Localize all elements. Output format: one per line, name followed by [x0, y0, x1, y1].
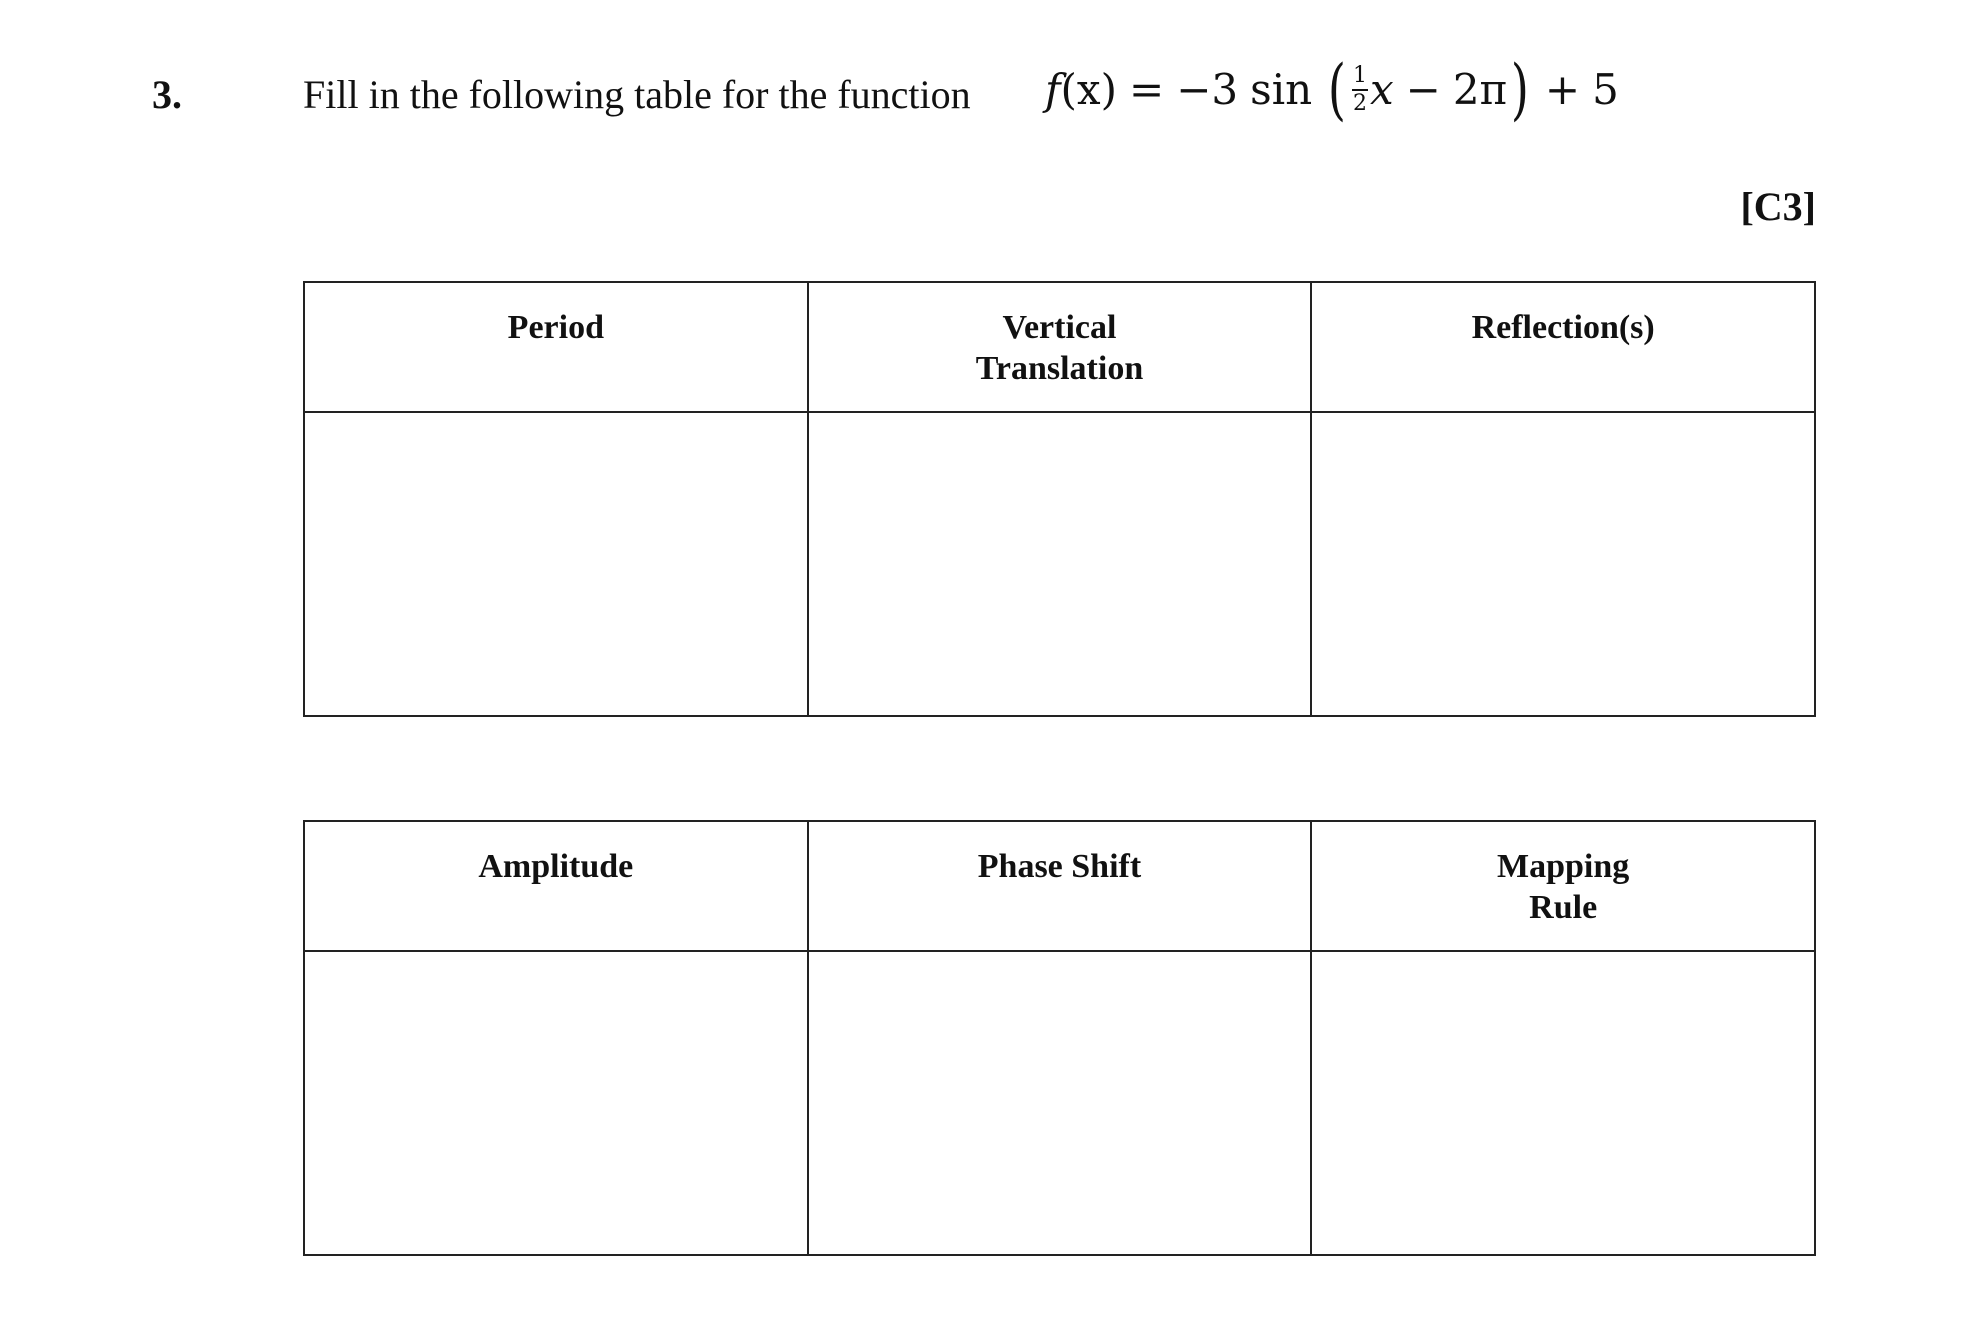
question-prompt: Fill in the following table for the function [303, 72, 971, 117]
answer-cell-reflections[interactable] [1311, 412, 1815, 716]
table-header-row [304, 282, 1815, 412]
header-cell-mapping-rule: Mapping Rule [1311, 821, 1815, 951]
formula-sin: sin [1250, 65, 1313, 114]
answer-table-1 [303, 281, 1816, 717]
header-cell-period: Period [304, 282, 808, 412]
marks-label: [C3] [1740, 184, 1816, 229]
formula-minus: − [1405, 65, 1441, 114]
formula-coefficient: −3 [1176, 65, 1239, 114]
formula-function-name: f [1045, 65, 1061, 114]
fraction-denominator: 2 [1352, 91, 1367, 116]
answer-cell-period[interactable] [304, 412, 808, 716]
answer-cell-amplitude[interactable] [304, 951, 808, 1255]
question-number: 3. [152, 72, 182, 117]
header-cell-amplitude: Amplitude [304, 821, 808, 951]
header-cell-reflections: Reflection(s) [1311, 282, 1815, 412]
table-answer-row [304, 951, 1815, 1255]
answer-cell-phase-shift[interactable] [808, 951, 1312, 1255]
table-answer-row [304, 412, 1815, 716]
fraction-numerator: 1 [1352, 63, 1367, 88]
formula-right-paren: ) [1511, 51, 1530, 128]
formula-fraction [1352, 64, 1368, 116]
header-cell-phase-shift: Phase Shift [808, 821, 1312, 951]
formula-argument: (x) [1060, 65, 1118, 114]
formula-left-paren: ( [1328, 51, 1347, 128]
header-cell-vertical-translation: Vertical Translation [808, 282, 1312, 412]
formula-inner-variable: x [1369, 65, 1394, 114]
table-header-row [304, 821, 1815, 951]
formula-shift: 2π [1452, 65, 1508, 114]
formula-equals: = [1129, 65, 1165, 114]
answer-table-2 [303, 820, 1816, 1256]
formula-plus: + [1544, 65, 1581, 114]
answer-cell-vertical-translation[interactable] [808, 412, 1312, 716]
answer-cell-mapping-rule[interactable] [1311, 951, 1815, 1255]
formula-constant: 5 [1592, 65, 1619, 114]
function-formula [1045, 51, 1619, 128]
